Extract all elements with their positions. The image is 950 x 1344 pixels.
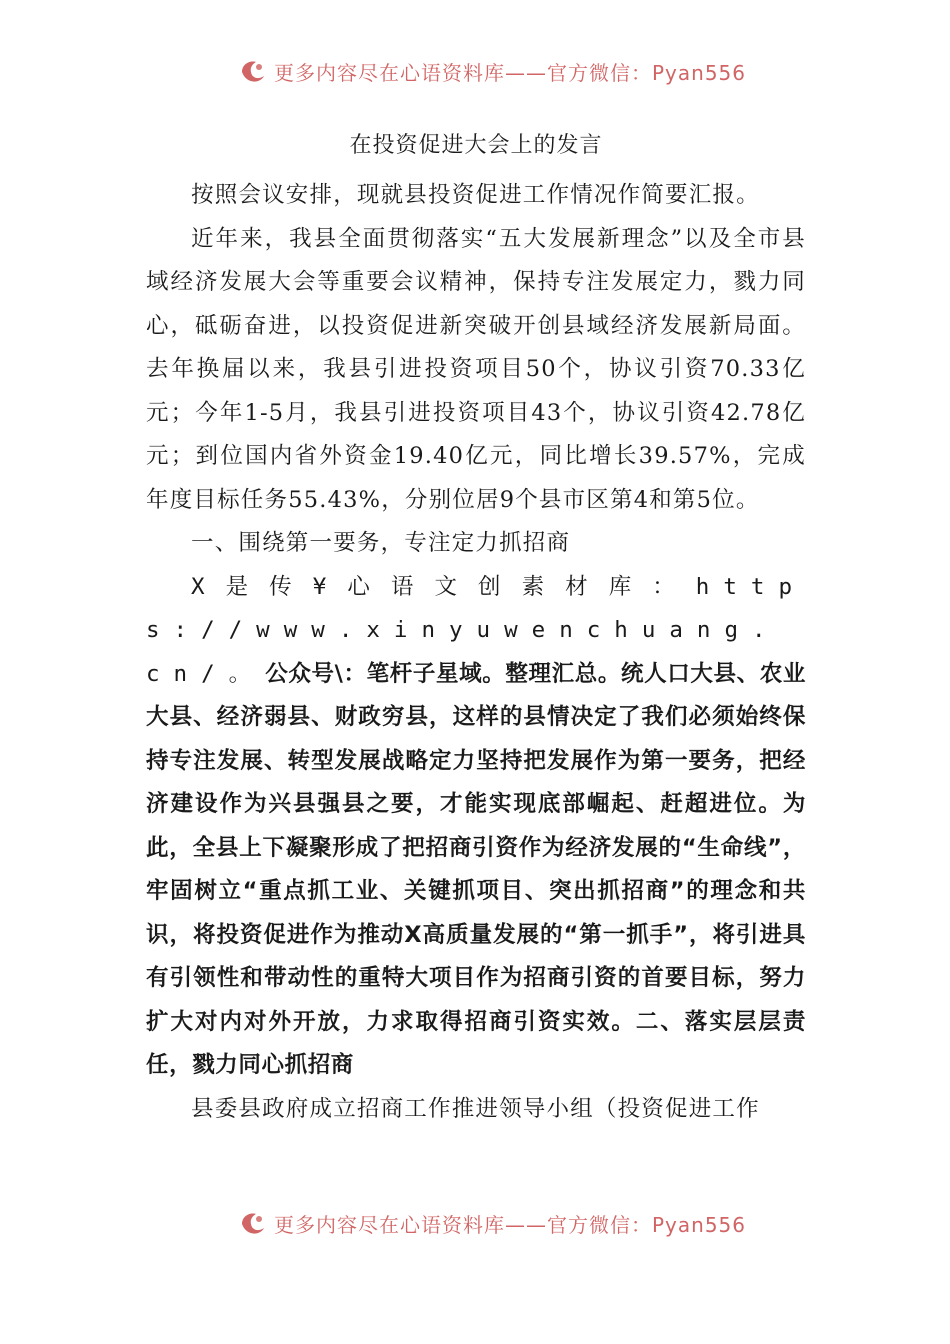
paragraph-intro: 按照会议安排，现就县投资促进工作情况作简要汇报。 [191,182,760,208]
document-title: 在投资促进大会上的发言 [349,133,603,158]
watermark-text: 更多内容尽在心语资料库——官方微信：Pyan556 [274,1212,747,1237]
paragraph-section-1 [146,566,806,1088]
paragraph-overview: 近年来，我县全面贯彻落实“五大发展新理念”以及全市县域经济发展大会等重要会议精神，保持专注发展定力，戮力同心，砥砺奋进，以投资促进新突破开创县域经济发展新局面。去年换届以来，我县引进投资项目50个，协议引资70.33亿元；今年1-5月，我县引进投资项目43个，协议引资42.78亿元；到位国内省外资金19.40亿元，同比增长39.57%，完成年度目标任务55.43%，分别位居9个县市区第4和第5位。 [146,225,806,513]
brand-logo-icon [238,56,268,86]
brand-logo-icon [238,1208,268,1238]
paragraph-section-2: 县委县政府成立招商工作推进领导小组（投资促进工作 [191,1095,760,1122]
watermark-banner-top [238,54,758,88]
watermark-text: 更多内容尽在心语资料库——官方微信：Pyan556 [274,60,747,85]
watermark-banner-bottom [238,1206,758,1240]
section-heading-1: 一、围绕第一要务，专注定力抓招商 [191,530,571,556]
source-notice: X是传¥心语文创素材库：https://www.xinyuwenchuang.cn/。 [146,573,806,687]
section-1-body: 公众号\：笔杆子星域。整理汇总。统人口大县、农业大县、经济弱县、财政穷县，这样的县情决定了我们必须始终保持专注发展、转型发展战略定力坚持把发展作为第一要务，把经济建设作为兴县强县之要，才能实现底部崛起、赶超进位。为此，全县上下凝聚形成了把招商引资作为经济发展的“生命线”，牢固树立“重点抓工业、关键抓项目、突出抓招商”的理念和共识，将投资促进作为推动X高质量发展的“第一抓手”，将引进具有引领性和带动性的重特大项目作为招商引资的首要目标，努力扩大对内对外开放，力求取得招商引资实效。二、落实层层责任，戮力同心抓招商 [146,660,806,1078]
document-page [146,128,806,1131]
